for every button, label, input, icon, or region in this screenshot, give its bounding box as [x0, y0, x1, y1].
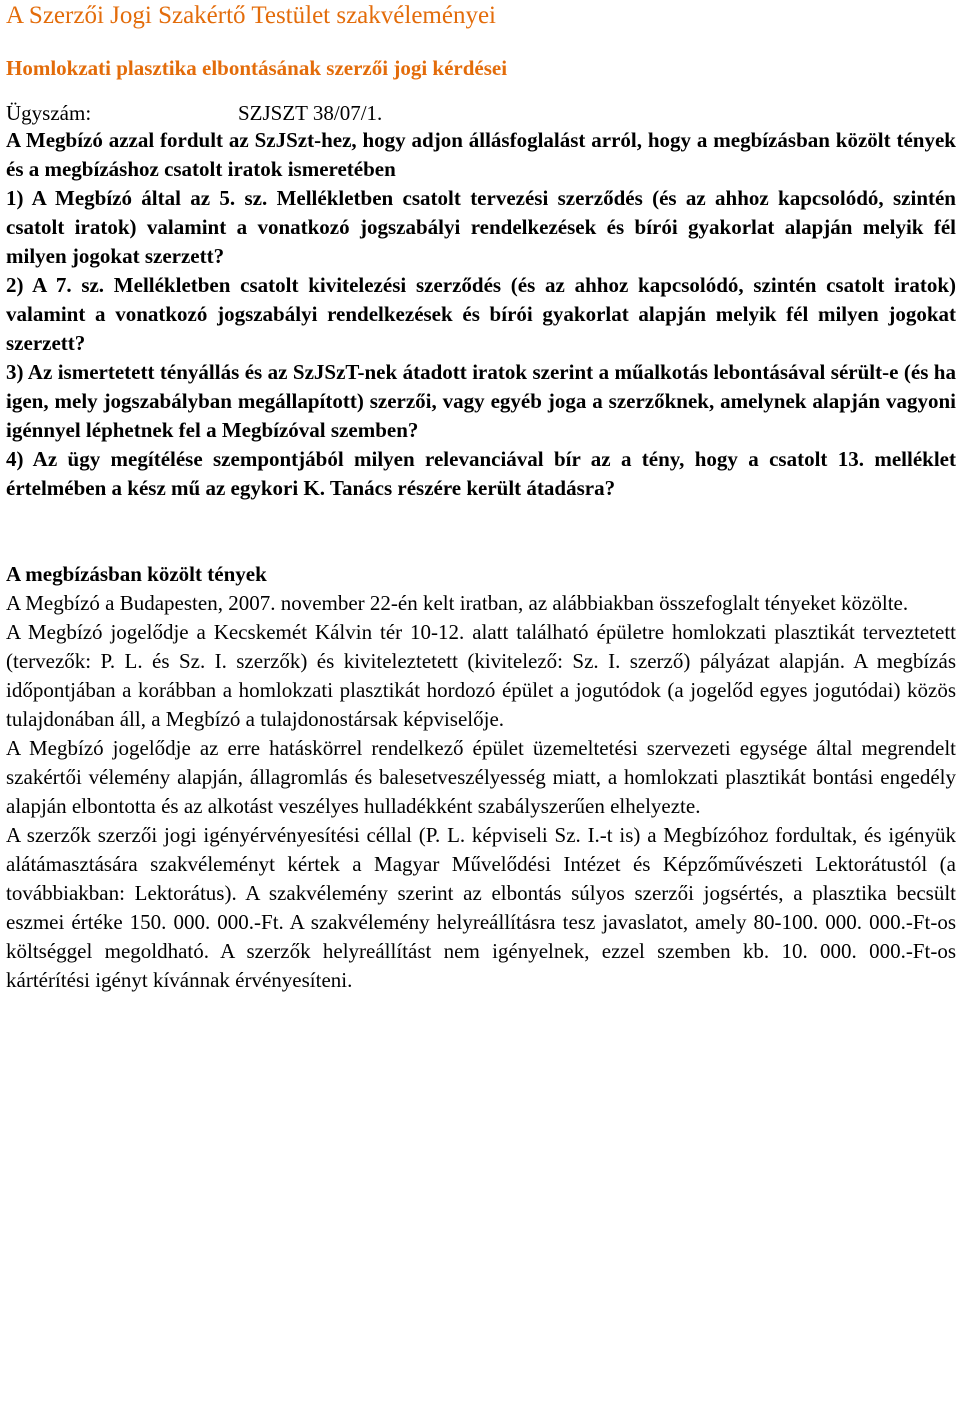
facts-paragraph-4: A szerzők szerzői jogi igényérvényesítési céllal (P. L. képviseli Sz. I.-t is) a Megbízóhoz fordultak, és igényük alátámasztására szakvéleményt kértek a Magyar Művelődési Intézet és Képzőművészeti Lektorátustól (a továbbiakban: Lektorátus). A szakvélemény szerint az elbontás súlyos szerzői jogsértés, a plasztika becsült eszmei értéke 150. 000. 000.-Ft. A szakvélemény helyreállításra tesz javaslatot, amely 80-100. 000. 000.-Ft-os költséggel megoldható. A szerzők helyreállítást nem igényelnek, ezzel szemben kb. 10. 000. 000.-Ft-os kártérítési igényt kívánnak érvényesíteni. [6, 823, 956, 992]
question-3: 3) Az ismertetett tényállás és az SzJSzT-nek átadott iratok szerint a műalkotás lebontásával sérült-e (és ha igen, mely jogszabályban megállapított) szerzői, vagy egyéb joga a szerzőknek, amelynek alapján vagyoni igénnyel léphetnek fel a Megbízóval szemben? [6, 360, 956, 442]
facts-paragraph-1: A Megbízó a Budapesten, 2007. november 22-én kelt iratban, az alábbiakban összefoglalt tényeket közölte. [6, 591, 909, 615]
question-1: 1) A Megbízó által az 5. sz. Mellékletben csatolt tervezési szerződés (és az ahhoz kapcsolódó, szintén csatolt iratok) valamint a vonatkozó jogszabályi rendelkezések és bírói gyakorlat alapján melyik fél milyen jogokat szerzett? [6, 186, 956, 268]
case-number-value: SZJSZT 38/07/1. [238, 101, 383, 125]
question-4: 4) Az ügy megítélése szempontjából milyen relevanciával bír az a tény, hogy a csatolt 13. melléklet értelmében a kész mű az egykori K. Tanács részére került átadásra? [6, 447, 956, 500]
facts-paragraph-2: A Megbízó jogelődje a Kecskemét Kálvin tér 10-12. alatt található épületre homlokzati plasztikát terveztetett (tervezők: P. L. és Sz. I. szerzők) és kiviteleztetett (kivitelező: Sz. I. szerző) pályázat alapján. A megbízás időpontjában a korábban a homlokzati plasztikát hordozó épület a jogutódok (a jogelőd egyes jogutódai) közös tulajdonában áll, a Megbízó a tulajdonostársak képviselője. [6, 620, 956, 731]
document-subtitle: Homlokzati plasztika elbontásának szerzői jogi kérdései [6, 56, 508, 80]
intro-paragraph: A Megbízó azzal fordult az SzJSzt-hez, hogy adjon állásfoglalást arról, hogy a megbízásban közölt tények és a megbízáshoz csatolt iratok ismeretében [6, 128, 956, 181]
document-title: A Szerzői Jogi Szakértő Testület szakvéleményei [6, 2, 497, 29]
question-2: 2) A 7. sz. Mellékletben csatolt kivitelezési szerződés (és az ahhoz kapcsolódó, szintén csatolt iratok) valamint a vonatkozó jogszabályi rendelkezések és bírói gyakorlat alapján melyik fél milyen jogokat szerzett? [6, 273, 956, 355]
facts-heading: A megbízásban közölt tények [6, 562, 267, 586]
facts-paragraph-3: A Megbízó jogelődje az erre hatáskörrel rendelkező épület üzemeltetési szervezeti egysége által megrendelt szakértői vélemény alapján, állagromlás és balesetveszélyesség miatt, a homlokzati plasztikát bontási engedély alapján elbontotta és az alkotást veszélyes hulladékként szabályszerűen elhelyezte. [6, 736, 956, 818]
case-number-line [6, 100, 956, 126]
case-number-label: Ügyszám: [6, 101, 92, 125]
document-page [6, 0, 956, 995]
